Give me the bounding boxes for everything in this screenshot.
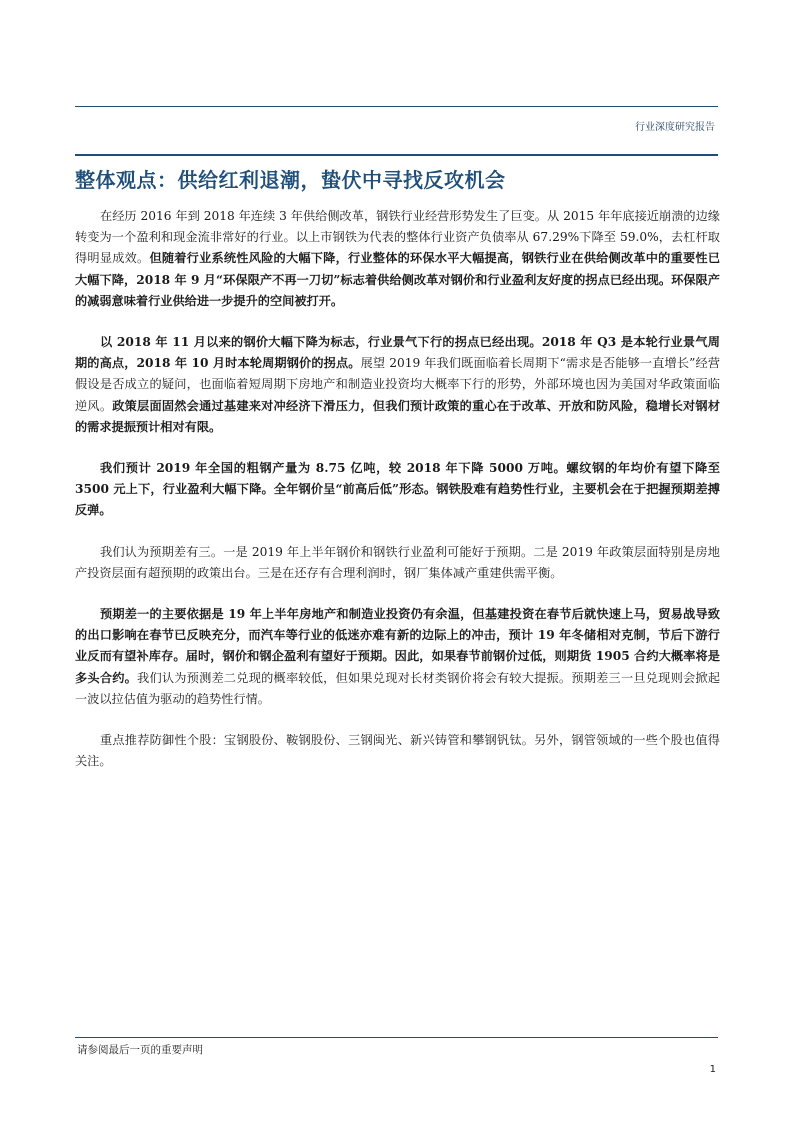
- bold-text-run: 预期差一的主要依据是 19 年上半年房地产和制造业投资仍有余温，但基建投资在春节后就快速上马，贸易战导致的出口影响在春节已反映充分，而汽车等行业的低迷亦难有新的边际上的冲击，预计 19 年冬储相对克制，节后下游行业反而有望补库存。届时，钢价和钢企盈利有望好于预期。因此，如果春节前钢价过低，则期货 1905 合约大概率将是多头合约。: [75, 607, 720, 685]
- paragraph: [75, 604, 720, 710]
- header-rule: [75, 106, 718, 107]
- text-run: 展望 2019 年我们既面临着长周期下“需求是否能够一直增长”经营假设是否成立的疑问，也面临着短周期下房地产和制造业投资均大概率下行的形势，外部环境也因为美国对华政策面临逆风。: [75, 356, 721, 413]
- paragraph: [75, 458, 720, 522]
- bold-text-run: 以 2018 年 11 月以来的钢价大幅下降为标志，行业景气下行的拐点已经出现。2018 年 Q3 是本轮行业景气周期的高点，2018 年 10 月时本轮周期钢价的拐点。: [75, 335, 720, 371]
- footer-rule: [75, 1037, 718, 1038]
- text-run: 在经历 2016 年到 2018 年连续 3 年供给侧改革，钢铁行业经营形势发生了巨变。从 2015 年年底接近崩溃的边缘转变为一个盈利和现金流非常好的行业。以上市钢铁为代表的整体行业资产负债率从 67.29%下降至 59.0%，去杠杆取得明显成效。: [75, 209, 720, 266]
- paragraph: [75, 332, 720, 438]
- page-number: 1: [709, 1064, 716, 1075]
- text-run: 我们认为预期差有三。一是 2019 年上半年钢价和钢铁行业盈利可能好于预期。二是 2019 年政策层面特别是房地产投资层面有超预期的政策出台。三是在还存有合理利润时，钢厂集体减产重建供需平衡。: [75, 544, 720, 580]
- paragraph: [75, 730, 720, 772]
- body-text: [75, 206, 720, 792]
- disclaimer-note: 请参阅最后一页的重要声明: [77, 1044, 203, 1056]
- bold-text-run: 我们预计 2019 年全国的粗钢产量为 8.75 亿吨，较 2018 年下降 5000 万吨。螺纹钢的年均价有望下降至 3500 元上下，行业盈利大幅下降。全年钢价呈“前高后低”形态。钢铁股难有趋势性行业，主要机会在于把握预期差搏反弹。: [75, 461, 720, 518]
- bold-text-run: 政策层面固然会通过基建来对冲经济下滑压力，但我们预计政策的重心在于改革、开放和防风险，稳增长对钢材的需求提振预计相对有限。: [75, 398, 721, 434]
- bold-text-run: 但随着行业系统性风险的大幅下降，行业整体的环保水平大幅提高，钢铁行业在供给侧改革中的重要性已大幅下降，2018 年 9 月“环保限产不再一刀切”标志着供给侧改革对钢价和行业盈利友好度的拐点已经出现。环保限产的减弱意味着行业供给进一步提升的空间被打开。: [75, 251, 721, 308]
- paragraph: [75, 206, 720, 312]
- report-type-label: 行业深度研究报告: [635, 122, 715, 133]
- text-run: 我们认为预测差二兑现的概率较低，但如果兑现对长材类钢价将会有较大提振。预期差三一旦兑现则会掀起一波以拉估值为驱动的趋势性行情。: [75, 670, 721, 706]
- section-title: 整体观点：供给红利退潮，蛰伏中寻找反攻机会: [75, 168, 506, 192]
- paragraph: [75, 542, 720, 584]
- text-run: 重点推荐防御性个股：宝钢股份、鞍钢股份、三钢闽光、新兴铸管和攀钢钒钛。另外，钢管领域的一些个股也值得关注。: [75, 733, 720, 769]
- title-rule: [75, 154, 718, 156]
